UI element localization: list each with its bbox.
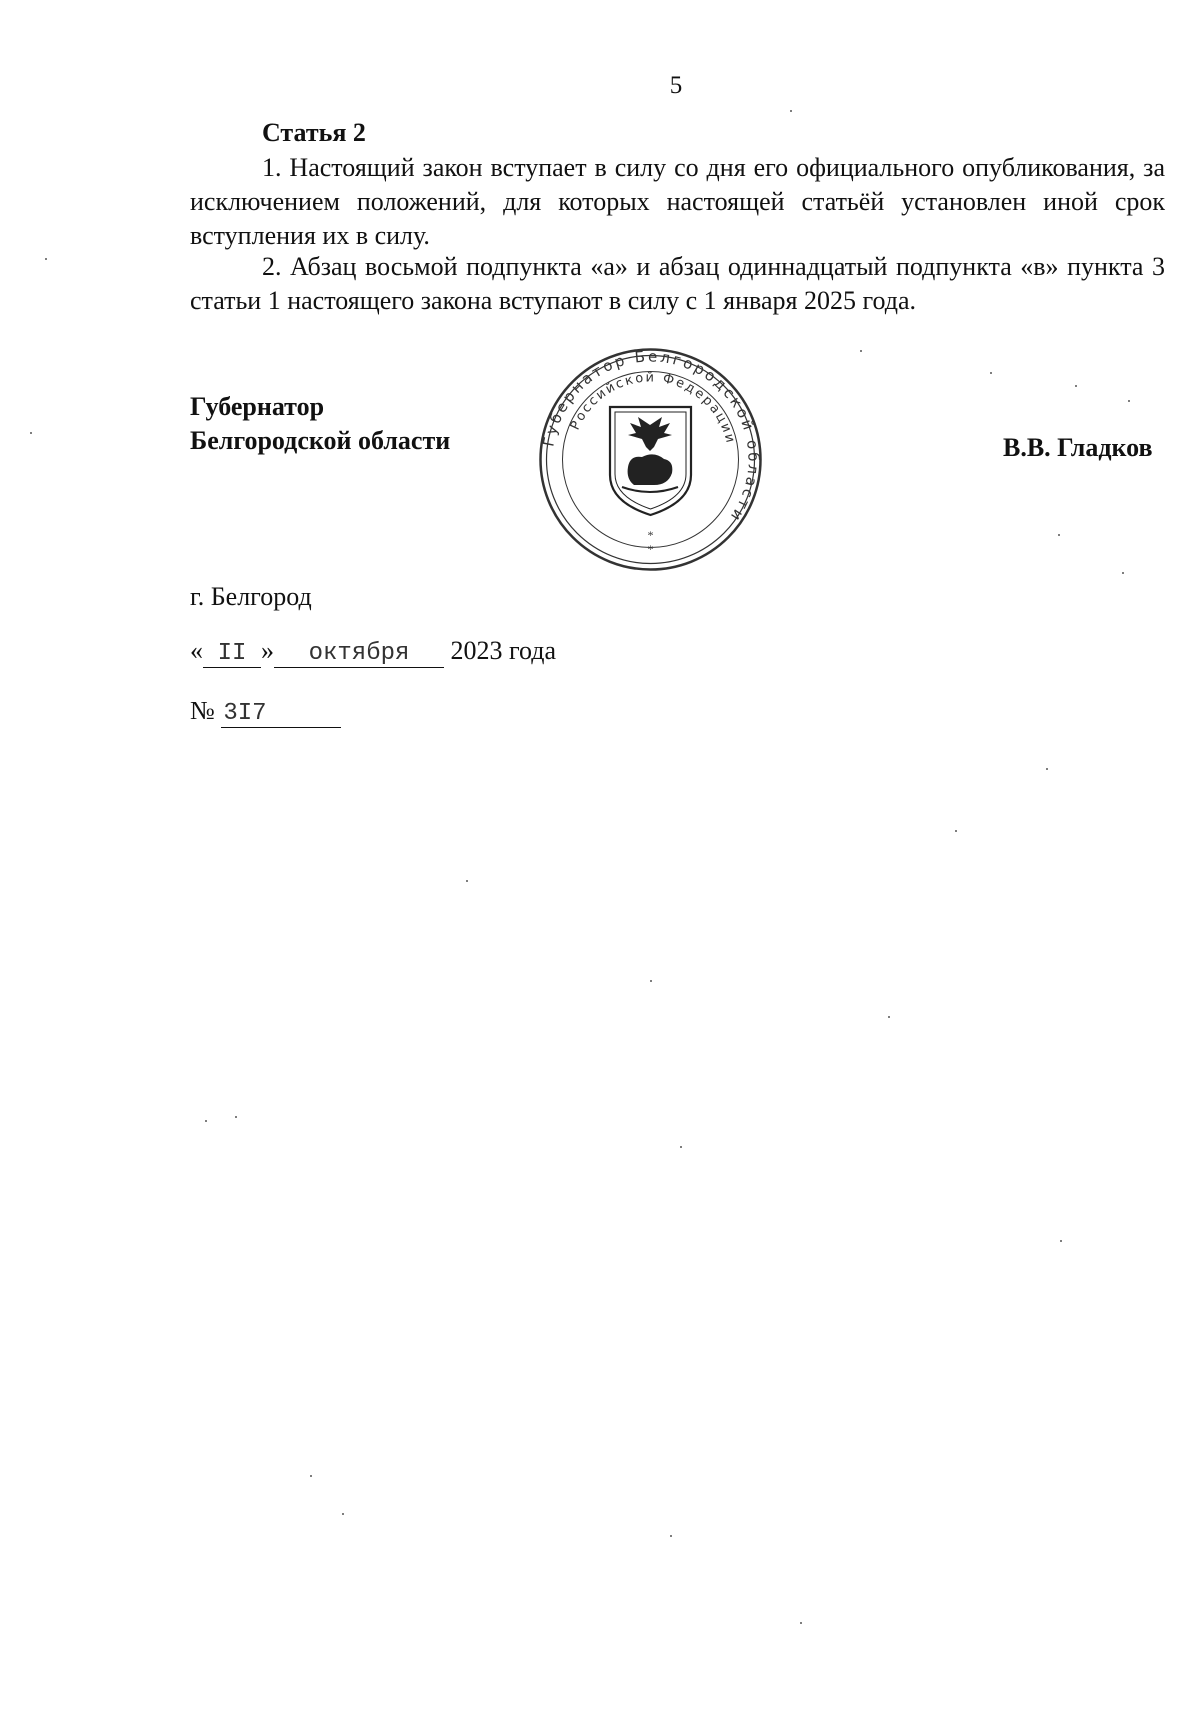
svg-text:*: * xyxy=(647,528,654,542)
signer-name: В.В. Гладков xyxy=(1003,433,1153,462)
scan-speck xyxy=(888,1016,890,1018)
scan-speck xyxy=(205,1120,207,1122)
seal-outer-text: Губернатор Белгородской области xyxy=(539,347,763,527)
seal-inner-text: Российской Федерации xyxy=(567,370,738,447)
scan-speck xyxy=(670,1535,672,1537)
signer-title xyxy=(190,390,450,458)
scan-speck xyxy=(310,1475,312,1477)
scan-speck xyxy=(680,1146,682,1148)
document-number: 3I7 xyxy=(221,701,341,728)
date-day: II xyxy=(203,641,261,668)
date-close-quote: » xyxy=(261,636,274,665)
scan-speck xyxy=(342,1513,344,1515)
scan-speck xyxy=(45,258,47,260)
date-open-quote: « xyxy=(190,636,203,665)
scan-speck xyxy=(1058,534,1060,536)
scan-speck xyxy=(955,830,957,832)
scan-speck xyxy=(790,110,792,112)
paragraph-1-text: 1. Настоящий закон вступает в силу со дня его официального опубликования, за исключением положений, для которых настоящей статьёй установлен иной срок вступления их в силу. xyxy=(190,153,1165,250)
scan-speck xyxy=(466,880,468,882)
article-paragraph-2 xyxy=(190,250,1165,318)
official-seal xyxy=(538,347,763,572)
date-line xyxy=(190,636,556,668)
svg-text:*: * xyxy=(647,542,654,556)
scan-speck xyxy=(235,1116,237,1118)
scan-speck xyxy=(30,432,32,434)
coat-of-arms-icon xyxy=(610,407,691,515)
date-month: октября xyxy=(274,641,444,668)
scan-speck xyxy=(990,372,992,374)
date-year: 2023 года xyxy=(450,636,557,665)
scan-speck xyxy=(860,350,862,352)
signer-title-line-1: Губернатор xyxy=(190,392,325,421)
scan-speck xyxy=(1060,1240,1062,1242)
article-paragraph-1 xyxy=(190,151,1165,253)
scan-speck xyxy=(1128,400,1130,402)
scan-speck xyxy=(650,980,652,982)
city-line: г. Белгород xyxy=(190,582,312,611)
scan-speck xyxy=(800,1622,802,1624)
signer-title-line-2: Белгородской области xyxy=(190,426,451,455)
document-number-line xyxy=(190,696,341,728)
page-number: 5 xyxy=(669,72,683,99)
scan-speck xyxy=(1075,385,1077,387)
scan-speck xyxy=(1122,572,1124,574)
scan-speck xyxy=(1046,768,1048,770)
number-sign: № xyxy=(190,696,215,725)
paragraph-2-text: 2. Абзац восьмой подпункта «а» и абзац одиннадцатый подпункта «в» пункта 3 статьи 1 настоящего закона вступают в силу с 1 января 2025 года. xyxy=(190,252,1165,315)
article-title: Статья 2 xyxy=(262,118,366,147)
